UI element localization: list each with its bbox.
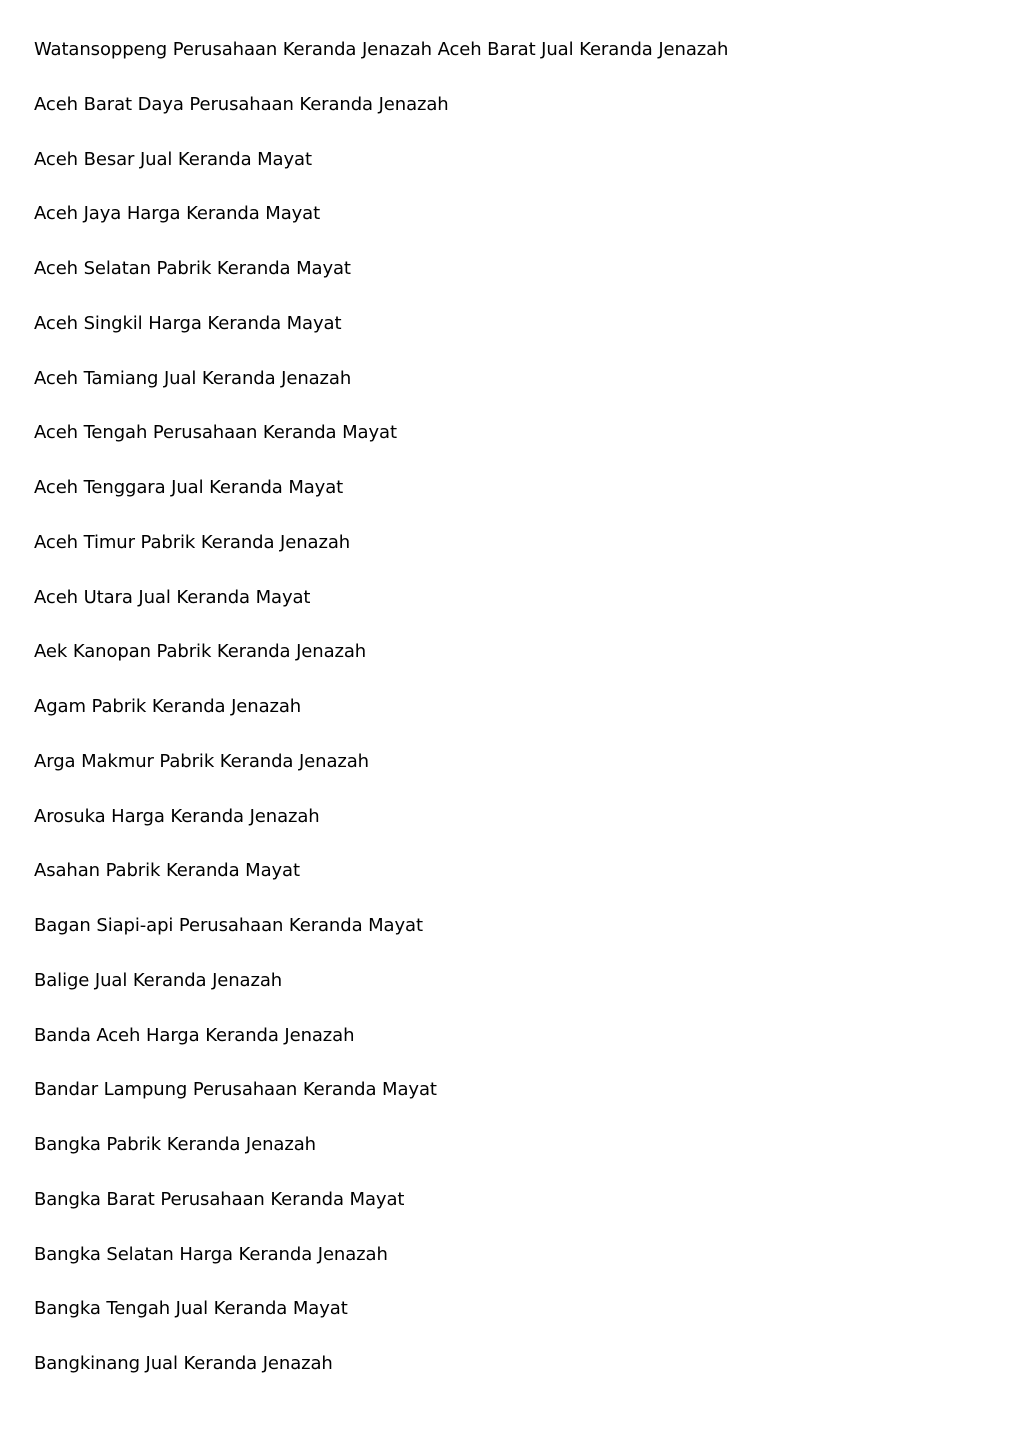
text-line: Arga Makmur Pabrik Keranda Jenazah [34,750,369,772]
text-line: Banda Aceh Harga Keranda Jenazah [34,1024,355,1046]
text-line: Bangka Pabrik Keranda Jenazah [34,1134,316,1155]
text-line: Bangkinang Jual Keranda Jenazah [34,1353,333,1374]
text-line: Agam Pabrik Keranda Jenazah [34,696,302,717]
text-line: Aceh Utara Jual Keranda Mayat [34,586,311,608]
text-line-list [34,36,994,1405]
text-line: Aceh Barat Daya Perusahaan Keranda Jenazah [34,93,449,115]
text-line: Bangka Selatan Harga Keranda Jenazah [34,1243,388,1265]
text-line: Aceh Tamiang Jual Keranda Jenazah [34,367,352,389]
text-line: Bangka Barat Perusahaan Keranda Mayat [34,1188,405,1210]
text-line: Bangka Tengah Jual Keranda Mayat [34,1298,348,1320]
text-line: Bagan Siapi-api Perusahaan Keranda Mayat [34,915,423,936]
text-line: Aceh Selatan Pabrik Keranda Mayat [34,258,351,279]
text-line: Balige Jual Keranda Jenazah [34,969,283,991]
text-line: Aceh Tenggara Jual Keranda Mayat [34,477,344,498]
text-line: Aceh Timur Pabrik Keranda Jenazah [34,531,351,553]
text-line: Aceh Tengah Perusahaan Keranda Mayat [34,422,397,444]
text-line: Asahan Pabrik Keranda Mayat [34,860,300,882]
text-line: Aceh Besar Jual Keranda Mayat [34,148,312,170]
text-line: Watansoppeng Perusahaan Keranda Jenazah Aceh Barat Jual Keranda Jenazah [34,39,729,60]
text-line: Aek Kanopan Pabrik Keranda Jenazah [34,641,367,663]
text-line: Aceh Jaya Harga Keranda Mayat [34,203,321,225]
text-line: Bandar Lampung Perusahaan Keranda Mayat [34,1079,437,1101]
text-line: Aceh Singkil Harga Keranda Mayat [34,312,342,334]
text-line: Arosuka Harga Keranda Jenazah [34,805,320,827]
